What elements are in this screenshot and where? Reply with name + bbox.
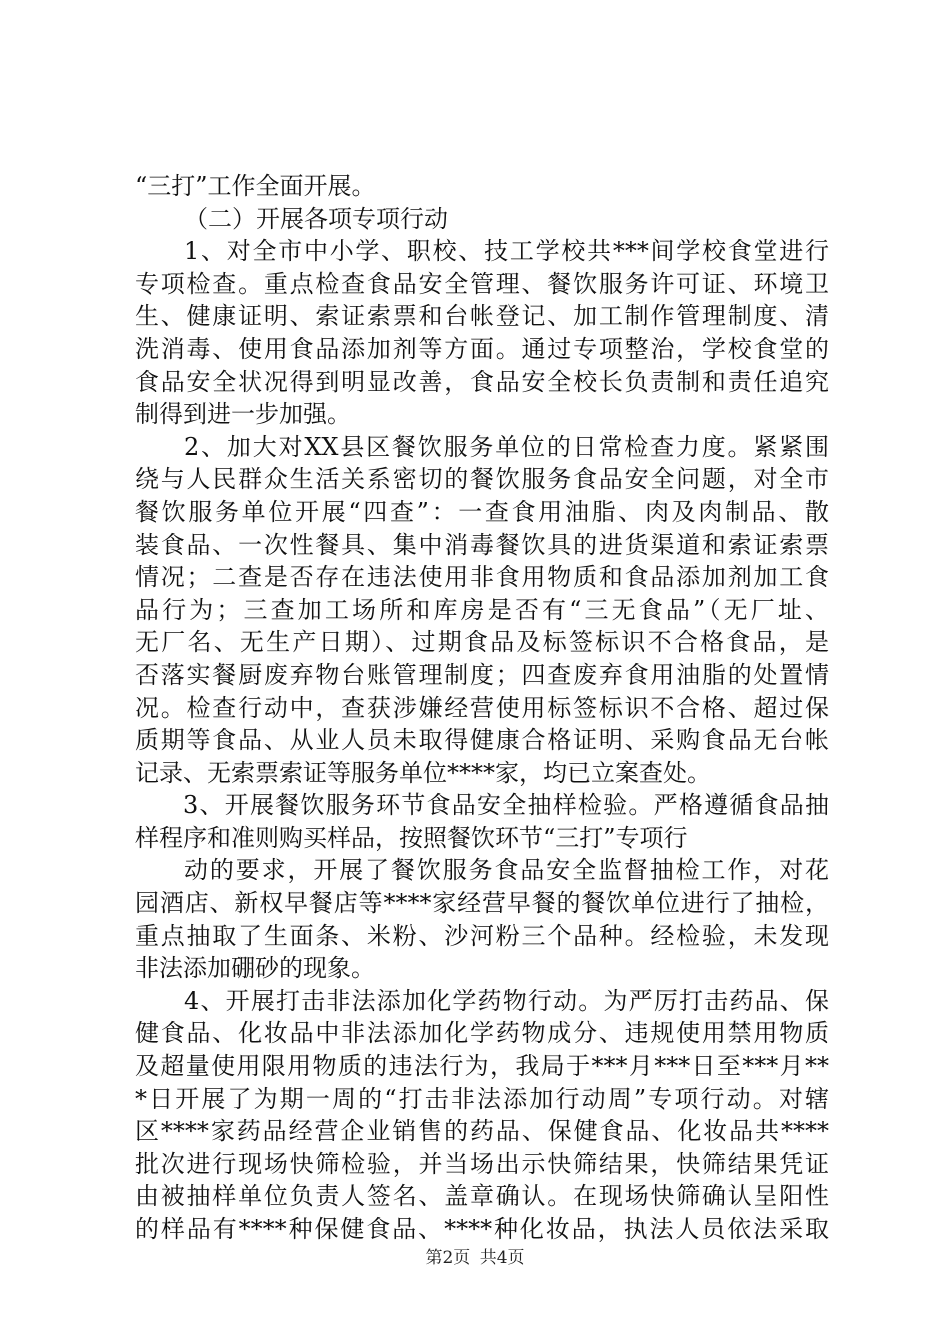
paragraph-1-line: 生、健康证明、索证索票和台帐登记、加工制作管理制度、清 (135, 302, 829, 331)
paragraph-3-line: 样程序和准则购买样品，按照餐饮环节“三打”专项行 (135, 823, 688, 852)
paragraph-2-line: 餐饮服务单位开展“四查”：一查食用油脂、肉及肉制品、散 (135, 497, 829, 526)
paragraph-2-line: 记录、无索票索证等服务单位****家，均已立案查处。 (135, 758, 711, 787)
paragraph-4-line: 批次进行现场快筛检验，并当场出示快筛结果，快筛结果凭证 (135, 1149, 829, 1178)
paragraph-3-line: 非法添加硼砂的现象。 (135, 954, 375, 983)
paragraph-2-line: 情况；二查是否存在违法使用非食用物质和食品添加剂加工食 (135, 563, 829, 592)
paragraph-4-line: 的样品有****种保健食品、****种化妆品，执法人员依法采取 (135, 1215, 829, 1243)
paragraph-1-line: 专项检查。重点检查食品安全管理、餐饮服务许可证、环境卫 (135, 269, 829, 298)
section-heading: （二）开展各项专项行动 (184, 204, 448, 233)
paragraph-2-line: 装食品、一次性餐具、集中消毒餐饮具的进货渠道和索证索票 (135, 530, 829, 559)
paragraph-2-line: 况。检查行动中，查获涉嫌经营使用标签标识不合格、超过保 (135, 693, 829, 722)
paragraph-1-line: 食品安全状况得到明显改善，食品安全校长负责制和责任追究 (135, 367, 829, 396)
paragraph-2-line: 无厂名、无生产日期）、过期食品及标签标识不合格食品，是 (135, 628, 829, 657)
paragraph-2-line: 否落实餐厨废弃物台账管理制度；四查废弃食用油脂的处置情 (135, 660, 829, 689)
paragraph-2-line: 绕与人民群众生活关系密切的餐饮服务食品安全问题，对全市 (135, 465, 829, 494)
paragraph-1-line: 制得到进一步加强。 (135, 400, 351, 429)
paragraph-1-line: 洗消毒、使用食品添加剂等方面。通过专项整治，学校食堂的 (135, 334, 829, 363)
paragraph-1-line: 1、对全市中小学、职校、技工学校共***间学校食堂进行 (184, 237, 829, 266)
paragraph-2-line: 品行为；三查加工场所和库房是否有“三无食品”（无厂址、 (135, 595, 829, 624)
paragraph-2-line: 2、加大对XX县区餐饮服务单位的日常检查力度。紧紧围 (184, 432, 829, 461)
page-number-footer: 第2页 共4页 (425, 1248, 525, 1268)
paragraph-2-line: 质期等食品、从业人员未取得健康合格证明、采购食品无台帐 (135, 726, 829, 755)
paragraph-4-line: 区****家药品经营企业销售的药品、保健食品、化妆品共**** (135, 1117, 829, 1146)
paragraph-3-line: 动的要求，开展了餐饮服务食品安全监督抽检工作，对花 (184, 856, 829, 885)
document-body (135, 170, 829, 1246)
paragraph-3-line: 重点抽取了生面条、米粉、沙河粉三个品种。经检验，未发现 (135, 921, 829, 950)
paragraph-4-line: 由被抽样单位负责人签名、盖章确认。在现场快筛确认呈阳性 (135, 1182, 829, 1211)
text-line: “三打”工作全面开展。 (135, 172, 376, 200)
paragraph-4-line: *日开展了为期一周的“打击非法添加行动周”专项行动。对辖 (135, 1084, 829, 1113)
paragraph-3-line: 园酒店、新权早餐店等****家经营早餐的餐饮单位进行了抽检， (135, 889, 829, 918)
paragraph-4-line: 4、开展打击非法添加化学药物行动。为严厉打击药品、保 (184, 986, 829, 1015)
paragraph-3-line: 3、开展餐饮服务环节食品安全抽样检验。严格遵循食品抽 (183, 791, 829, 820)
paragraph-4-line: 及超量使用限用物质的违法行为，我局于***月***日至***月** (135, 1052, 829, 1081)
paragraph-4-line: 健食品、化妆品中非法添加化学药物成分、违规使用禁用物质 (135, 1019, 829, 1048)
